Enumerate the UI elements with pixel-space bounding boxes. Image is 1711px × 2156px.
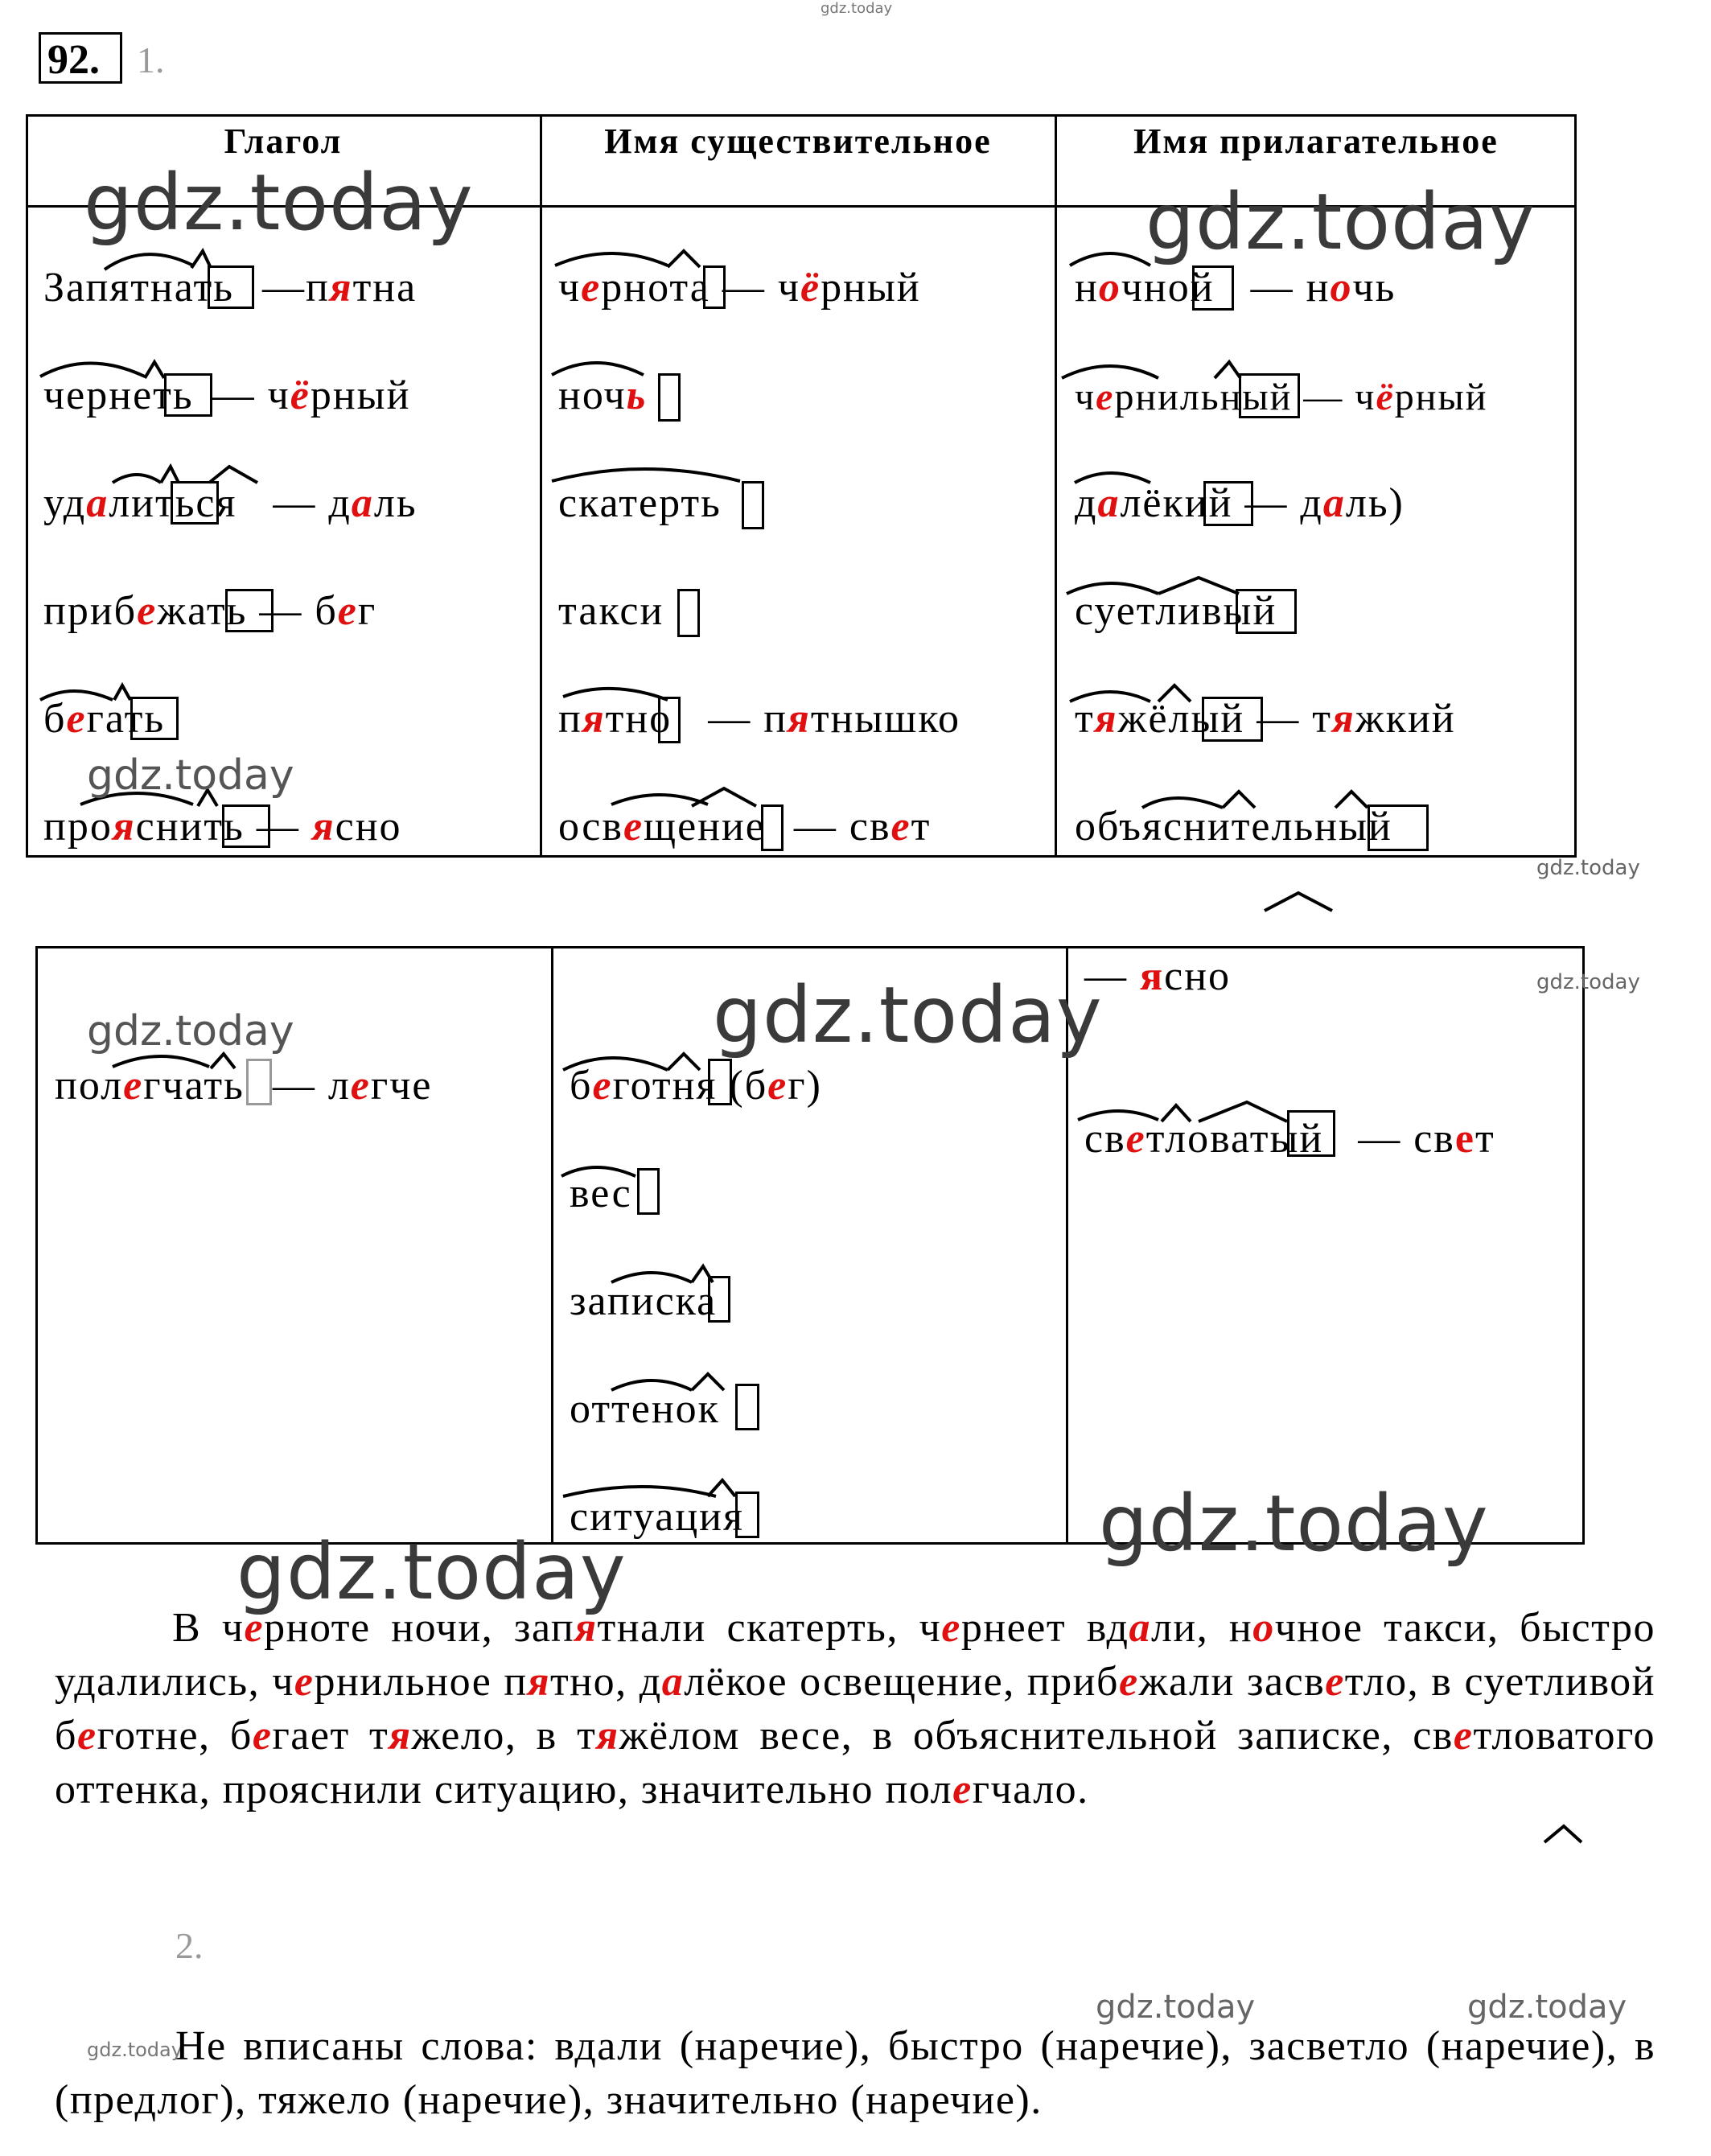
paragraph-text: жёлом весе, в объяснительной записке, св bbox=[619, 1713, 1454, 1759]
exercise-number: 92. bbox=[47, 37, 100, 83]
root-arc bbox=[1062, 366, 1158, 378]
root-arc bbox=[1070, 692, 1150, 702]
word-entry: прибежать — бег bbox=[43, 588, 377, 634]
suffix-caret bbox=[191, 251, 211, 268]
watermark-top: gdz.today bbox=[821, 0, 893, 17]
root-arc bbox=[611, 1273, 692, 1282]
word-entry: ночной — ночь bbox=[1075, 265, 1396, 311]
header-noun: Имя существительное bbox=[604, 121, 992, 161]
suffix-caret bbox=[668, 1054, 700, 1070]
word-entry: прояснить — ясно bbox=[43, 804, 402, 850]
root-arc bbox=[105, 254, 193, 270]
answer-paragraph bbox=[55, 1601, 1655, 1817]
paragraph-text: ли, н bbox=[1150, 1605, 1253, 1651]
suffix-caret bbox=[708, 1480, 735, 1496]
paragraph-text: рноте ночи, зап bbox=[264, 1605, 575, 1651]
suffix-caret bbox=[1158, 578, 1239, 594]
highlighted-letter: е bbox=[1453, 1713, 1474, 1759]
highlighted-letter: е bbox=[1118, 1659, 1139, 1705]
paragraph-text: рнеет вд bbox=[960, 1605, 1129, 1651]
suffix-caret bbox=[161, 467, 179, 483]
highlighted-letter: е bbox=[1325, 1659, 1345, 1705]
watermark: gdz.today bbox=[1467, 1989, 1627, 2026]
highlighted-letter: а bbox=[661, 1659, 685, 1705]
highlighted-letter: е bbox=[76, 1713, 97, 1759]
highlighted-letter: а bbox=[1129, 1605, 1151, 1651]
watermark: gdz.today bbox=[87, 751, 294, 800]
root-arc bbox=[40, 691, 113, 700]
paragraph-text: жали засв bbox=[1138, 1659, 1326, 1705]
word-entry: объяснительный bbox=[1075, 804, 1392, 850]
header-verb: Глагол bbox=[224, 121, 343, 161]
root-arc bbox=[611, 1380, 692, 1390]
watermark: gdz.today bbox=[84, 158, 474, 248]
watermark: gdz.today bbox=[87, 2039, 183, 2061]
header-adjective: Имя прилагательное bbox=[1133, 121, 1499, 161]
paragraph-text: рнильное п bbox=[314, 1659, 528, 1705]
highlighted-letter: я bbox=[574, 1605, 598, 1651]
watermark: gdz.today bbox=[1096, 1989, 1256, 2026]
suffix-caret bbox=[1335, 792, 1368, 808]
root-arc bbox=[563, 1058, 668, 1070]
root-arc bbox=[1075, 473, 1150, 483]
watermark: gdz.today bbox=[87, 1007, 294, 1055]
suffix-caret bbox=[668, 251, 700, 267]
root-arc bbox=[561, 1167, 635, 1176]
suffix-caret bbox=[692, 1266, 713, 1282]
word-entry: скатерть bbox=[558, 480, 722, 526]
paragraph-text: гает т bbox=[272, 1713, 389, 1759]
word-entry: чернильный — чёрный bbox=[1075, 376, 1488, 418]
word-entry: вес bbox=[570, 1171, 632, 1216]
watermark: gdz.today bbox=[713, 970, 1103, 1060]
watermark: gdz.today bbox=[1099, 1479, 1489, 1569]
part2-label: 2. bbox=[175, 1925, 204, 1966]
root-arc bbox=[552, 363, 644, 375]
word-entry: записка bbox=[570, 1278, 718, 1324]
suffix-caret bbox=[1158, 685, 1191, 702]
suffix-caret bbox=[1265, 893, 1332, 911]
paragraph-text: тло, в суетливой б bbox=[55, 1659, 1655, 1759]
highlighted-letter: я bbox=[527, 1659, 551, 1705]
word-entry: далёкий — даль) bbox=[1075, 480, 1405, 526]
watermark: gdz.today bbox=[1536, 856, 1640, 880]
word-entry: оттенок bbox=[570, 1386, 720, 1432]
suffix-caret bbox=[1223, 792, 1255, 808]
word-entry: светловатый — свет bbox=[1084, 1116, 1495, 1162]
paragraph-text: тно, д bbox=[550, 1659, 662, 1705]
part1-label: 1. bbox=[137, 39, 165, 80]
highlighted-letter: е bbox=[252, 1713, 273, 1759]
suffix-caret bbox=[209, 467, 257, 483]
suffix-caret bbox=[1215, 362, 1240, 378]
watermark: gdz.today bbox=[1145, 177, 1536, 267]
word-entry: освещение — свет bbox=[558, 804, 932, 850]
highlighted-letter: е bbox=[244, 1605, 265, 1651]
word-entry: пятно — пятнышко bbox=[558, 696, 960, 742]
suffix-caret bbox=[114, 685, 130, 700]
word-entry: бегать bbox=[43, 696, 166, 742]
suffix-caret bbox=[692, 1374, 724, 1390]
root-arc bbox=[1070, 253, 1150, 265]
paragraph-text: гчало. bbox=[972, 1767, 1089, 1812]
paragraph-text: В bbox=[172, 1605, 222, 1651]
paragraph-text: жело, в т bbox=[411, 1713, 597, 1759]
highlighted-letter: е bbox=[941, 1605, 961, 1651]
root-arc bbox=[1067, 583, 1158, 594]
word-entry: Запятнать —пятна bbox=[43, 265, 417, 311]
word-entry: — ясно bbox=[1084, 953, 1232, 999]
paragraph-text: ч bbox=[221, 1605, 245, 1651]
root-arc bbox=[1078, 1111, 1158, 1120]
suffix-caret bbox=[1199, 1102, 1287, 1121]
root-arc bbox=[113, 1056, 209, 1067]
highlighted-letter: я bbox=[596, 1713, 619, 1759]
watermark: gdz.today bbox=[1536, 970, 1640, 994]
root-arc bbox=[563, 1487, 716, 1496]
root-arc bbox=[552, 469, 740, 481]
root-arc bbox=[40, 364, 145, 377]
paragraph-text: тнали скатерть, ч bbox=[597, 1605, 942, 1651]
root-arc bbox=[1142, 798, 1223, 808]
highlighted-letter: е bbox=[294, 1659, 315, 1705]
highlighted-letter: о bbox=[1252, 1605, 1275, 1651]
missing-words-note: Не вписаны слова: вдали (наречие), быстро (наречие), засветло (наречие), в (предлог), тяжело (наречие), значительно (наречие). bbox=[55, 2023, 1655, 2123]
root-arc bbox=[611, 795, 708, 804]
root-arc bbox=[113, 475, 161, 483]
paragraph-text: тловатого оттенка, прояснили ситуацию, значительно пол bbox=[55, 1713, 1656, 1812]
word-entry: суетливый bbox=[1075, 588, 1277, 634]
root-arc bbox=[555, 253, 668, 265]
suffix-caret bbox=[145, 362, 164, 378]
highlighted-letter: е bbox=[952, 1767, 973, 1812]
watermark: gdz.today bbox=[236, 1527, 627, 1617]
paragraph-text: лёкое освещение, приб bbox=[684, 1659, 1119, 1705]
word-entry: такси bbox=[558, 588, 664, 634]
word-entry: ночь bbox=[558, 372, 648, 418]
word-entry: удалиться — даль bbox=[43, 480, 417, 526]
word-entry: беготня (бег) bbox=[570, 1063, 822, 1109]
word-entry: тяжёлый — тяжкий bbox=[1075, 696, 1456, 742]
highlighted-letter: я bbox=[389, 1713, 412, 1759]
suffix-caret bbox=[1162, 1105, 1191, 1121]
word-entry: полегчать — легче bbox=[55, 1063, 433, 1109]
paragraph-text: готне, б bbox=[97, 1713, 253, 1759]
word-entry: ситуация bbox=[570, 1494, 744, 1540]
word-entry: чернеть — чёрный bbox=[43, 372, 411, 418]
suffix-caret bbox=[1544, 1826, 1581, 1842]
root-arc bbox=[563, 689, 668, 700]
paragraph-text: чное такси, быстро удалились, ч bbox=[55, 1605, 1655, 1705]
suffix-caret bbox=[211, 1054, 235, 1068]
word-entry: чернота — чёрный bbox=[558, 265, 921, 311]
